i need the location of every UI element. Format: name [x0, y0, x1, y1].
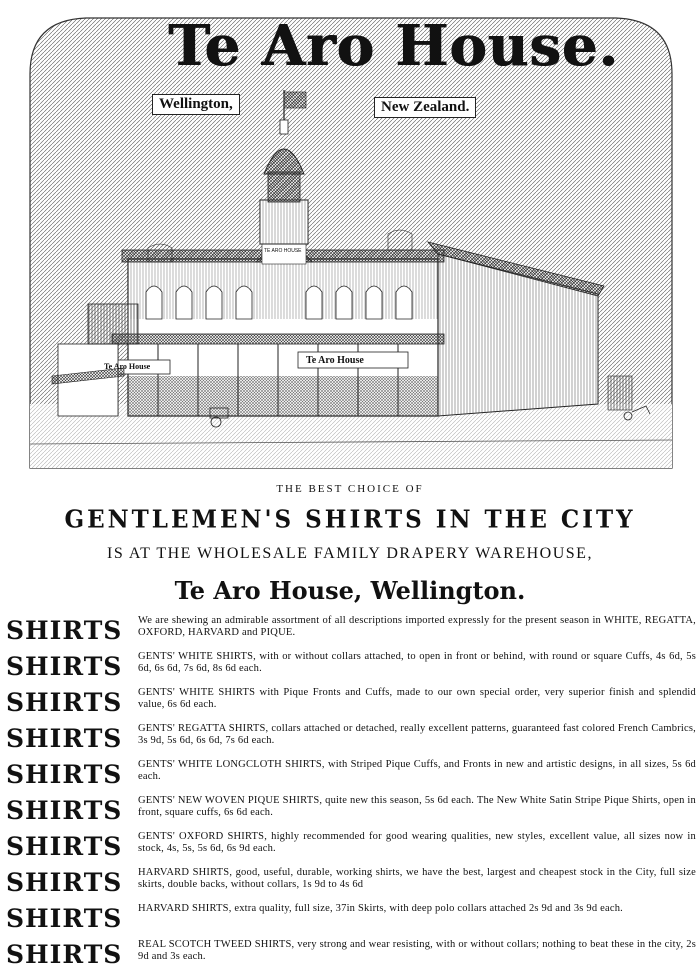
headline: GENTLEMEN'S SHIRTS IN THE CITY	[64, 505, 636, 534]
store-name: Te Aro House, Wellington.	[174, 576, 526, 605]
location-city: Wellington,	[152, 94, 240, 115]
listing-label: SHIRTS	[6, 940, 123, 969]
listing-description: HARVARD SHIRTS, good, useful, durable, working shirts, we have the best, largest and cheapest stock in the City, full size skirts, double backs, without collars, 1s 9d to 4s 6d	[138, 867, 696, 890]
wholesale-line: IS AT THE WHOLESALE FAMILY DRAPERY WAREHOUSE,	[107, 545, 593, 562]
listing-row	[0, 614, 700, 650]
listing-description: HARVARD SHIRTS, extra quality, full size, 37in Skirts, with deep polo collars attached 2s 9d and 3s 9d each.	[138, 903, 623, 914]
building-engraving	[28, 4, 674, 470]
listing-row	[0, 686, 700, 722]
engraving-title: Te Aro House.	[168, 13, 619, 79]
listing-row	[0, 866, 700, 902]
listing-row	[0, 938, 700, 974]
listing-label: SHIRTS	[6, 688, 123, 717]
listing-label: SHIRTS	[6, 868, 123, 897]
shirt-listings	[0, 614, 700, 974]
listing-description: GENTS' NEW WOVEN PIQUE SHIRTS, quite new this season, 5s 6d each. The New White Satin Stripe Pique Shirts, open in front, square cuffs, 6s 6d each.	[138, 795, 696, 818]
listing-row	[0, 722, 700, 758]
listing-row	[0, 902, 700, 938]
location-country: New Zealand.	[374, 97, 476, 118]
listing-label: SHIRTS	[6, 832, 123, 861]
listing-label: SHIRTS	[6, 724, 123, 753]
listing-row	[0, 758, 700, 794]
listing-label: SHIRTS	[6, 904, 123, 933]
listing-description: GENTS' WHITE LONGCLOTH SHIRTS, with Striped Pique Cuffs, and Fronts in new and artistic designs, in all sizes, 5s 6d each.	[138, 759, 696, 782]
listing-description: REAL SCOTCH TWEED SHIRTS, very strong and wear resisting, with or without collars; nothing to beat these in the city, 2s 9d and 3s each.	[138, 939, 696, 962]
listing-row	[0, 830, 700, 866]
listing-label: SHIRTS	[6, 652, 123, 681]
best-choice-line: THE BEST CHOICE OF	[276, 483, 424, 495]
listing-description: GENTS' WHITE SHIRTS with Pique Fronts and Cuffs, made to our own special order, very superior finish and splendid value, 6s 6d each.	[138, 687, 696, 710]
listing-description: GENTS' WHITE SHIRTS, with or without collars attached, to open in front or behind, with round or square Cuffs, 4s 6d, 5s 6d, 6s 6d, 7s 6d, 8s 6d each.	[138, 651, 696, 674]
listing-label: SHIRTS	[6, 796, 123, 825]
listing-description: We are shewing an admirable assortment of all descriptions imported expressly for the present season in WHITE, REGATTA, OXFORD, HARVARD and PIQUE.	[138, 615, 696, 638]
listing-label: SHIRTS	[6, 760, 123, 789]
listing-label: SHIRTS	[6, 616, 123, 645]
shop-sign-main: Te Aro House	[306, 355, 364, 366]
shop-sign-left: Te Aro House	[104, 362, 151, 371]
listing-description: GENTS' REGATTA SHIRTS, collars attached or detached, really excellent patterns, guaranteed fast colored French Cambrics, 3s 9d, 5s 6d, 6s 6d, 7s 6d each.	[138, 723, 696, 746]
listing-description: GENTS' OXFORD SHIRTS, highly recommended for good wearing qualities, new styles, excellent value, all sizes now in stock, 4s, 5s, 5s 6d, 6s 9d each.	[138, 831, 696, 854]
roof-sign: TE ARO HOUSE	[264, 248, 302, 254]
listing-row	[0, 794, 700, 830]
listing-row	[0, 650, 700, 686]
